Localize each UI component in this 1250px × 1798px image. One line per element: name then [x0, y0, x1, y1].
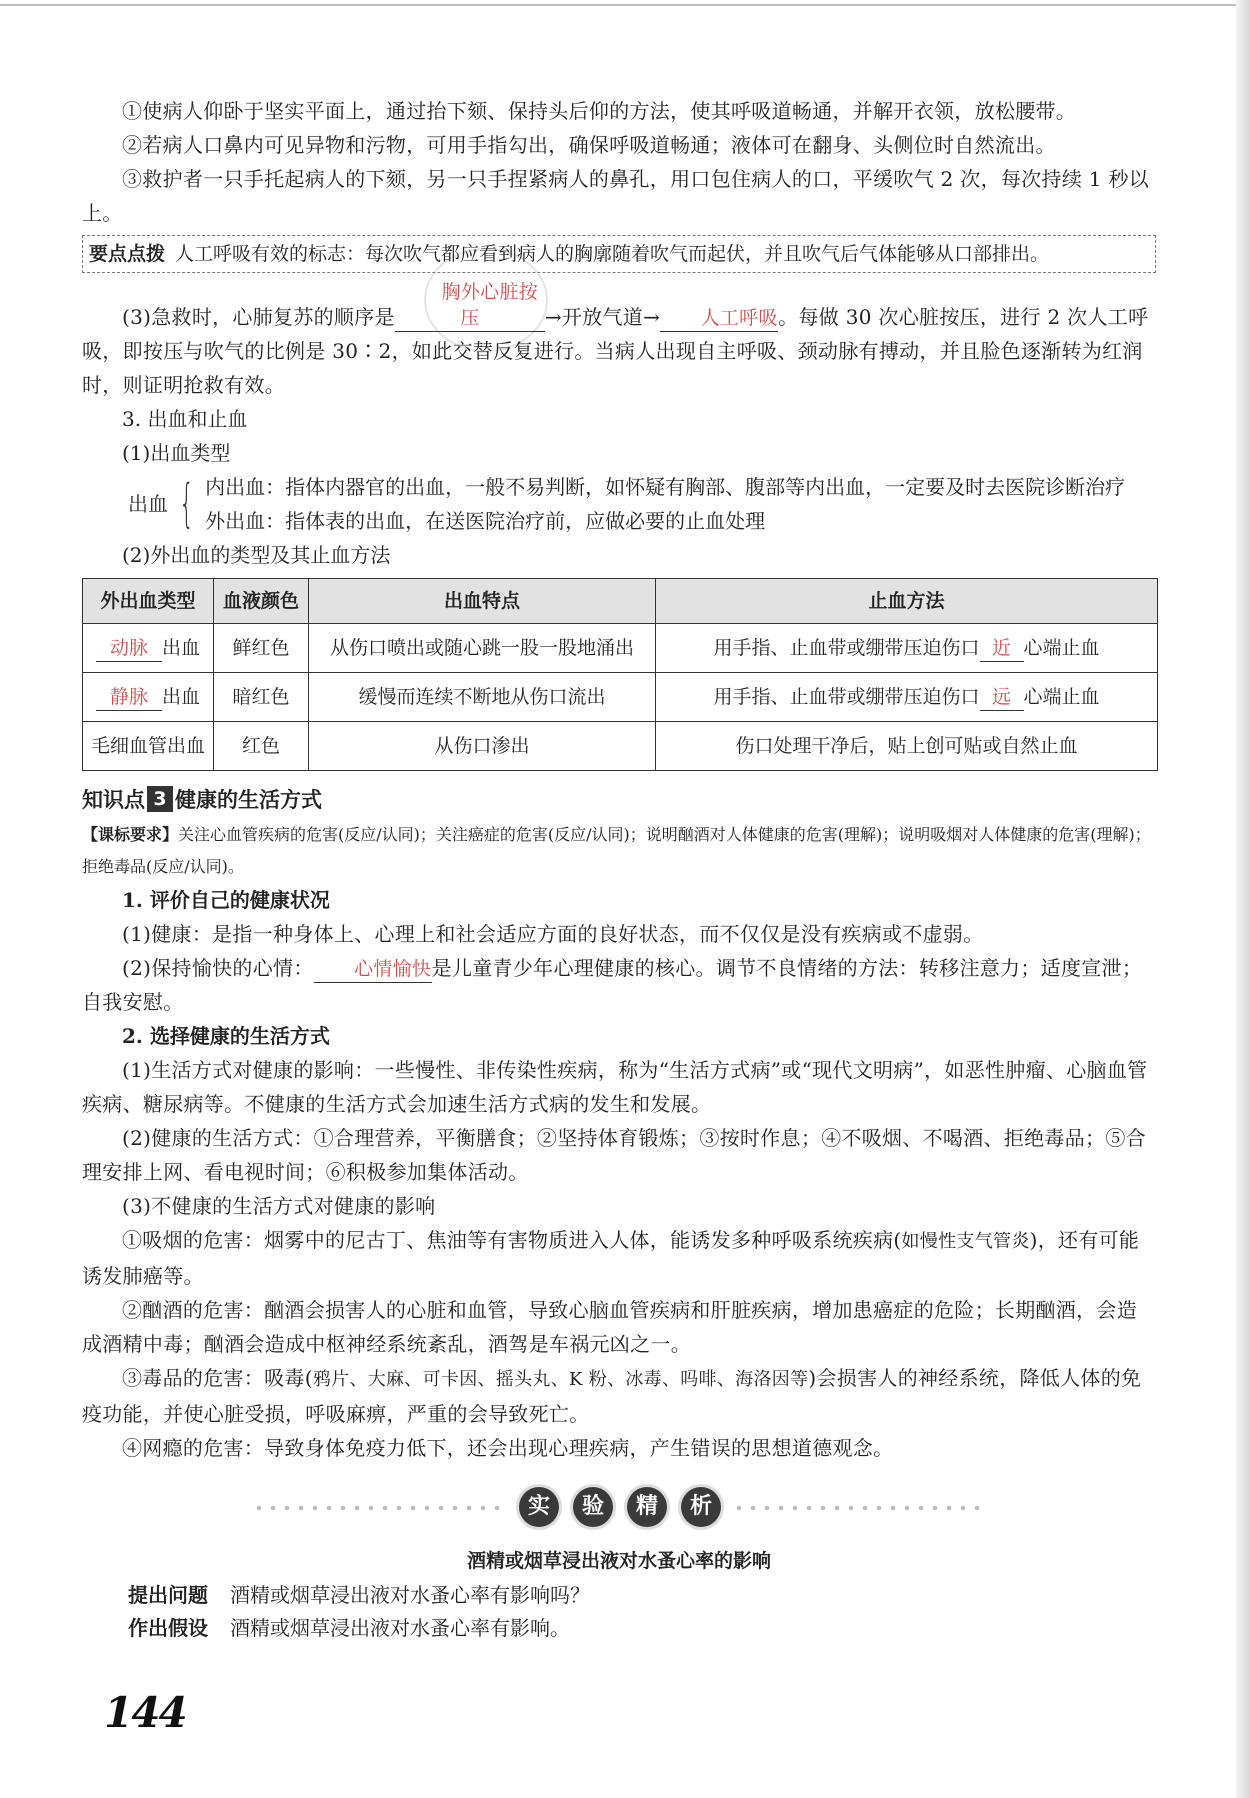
- knowledge-point-name: 健康的生活方式: [175, 788, 322, 812]
- table-row: [83, 722, 1158, 771]
- bleeding-type-blank: 静脉: [96, 684, 162, 711]
- brace-icon: {: [179, 474, 194, 534]
- cpr-prefix: (3)急救时，心肺复苏的顺序是: [122, 305, 395, 329]
- subheading-healthy-lifestyle: 2. 选择健康的生活方式: [122, 1024, 330, 1048]
- bleeding-types: [128, 470, 1156, 538]
- internet-addiction-harm: ④网瘾的危害：导致身体免疫力低下，还会出现心理疾病，产生错误的思想道德观念。: [122, 1436, 894, 1460]
- bleeding-type-cell: [83, 673, 214, 722]
- cpr-blank-2: 人工呼吸: [660, 305, 778, 332]
- unhealthy-lifestyle-heading: (3)不健康的生活方式对健康的影响: [122, 1194, 436, 1218]
- method-post: 心端止血: [1023, 686, 1100, 708]
- external-bleeding: 外出血：指体表的出血，在送医院治疗前，应做必要的止血处理: [205, 509, 766, 533]
- bleeding-table: [82, 578, 1158, 771]
- table-row: [83, 673, 1158, 722]
- bleeding-type-cell: 毛细血管出血: [83, 722, 214, 771]
- method-post: 心端止血: [1023, 637, 1100, 659]
- bleeding-type-cell: [83, 624, 214, 673]
- requirements-text: 关注心血管疾病的危害(反应/认同)；关注癌症的危害(反应/认同)；说明酗酒对人体健康的危害(理解)；说明吸烟对人体健康的危害(理解)；拒绝毒品(反应/认同)。: [82, 825, 1151, 876]
- key-point-label: 要点点拨: [89, 243, 166, 265]
- question-text: 酒精或烟草浸出液对水蚤心率有影响吗？: [230, 1583, 590, 1607]
- dots-right: [732, 1505, 984, 1511]
- hypothesis-text: 酒精或烟草浸出液对水蚤心率有影响。: [230, 1616, 570, 1640]
- drinking-harm: ②酗酒的危害：酗酒会损害人的心脏和血管，导致心脑血管疾病和肝脏疾病，增加患癌症的危险；长期酗酒，会造成酒精中毒；酗酒会造成中枢神经系统紊乱，酒驾是车祸元凶之一。: [82, 1298, 1137, 1356]
- knowledge-point-title: [82, 781, 1156, 819]
- knowledge-point-number: 3: [147, 786, 173, 812]
- method-blank: 近: [980, 635, 1024, 662]
- blood-color-cell: 暗红色: [214, 673, 309, 722]
- bleeding-type-suffix: 出血: [161, 637, 200, 659]
- table-header: 血液颜色: [214, 579, 309, 624]
- experiment-banner: [82, 1473, 1156, 1543]
- top-rule: [0, 4, 1250, 6]
- table-header: 外出血类型: [83, 579, 214, 624]
- method-pre: 用手指、止血带或绷带压迫伤口: [713, 686, 980, 708]
- method-blank: 远: [980, 684, 1024, 711]
- table-header: 出血特点: [309, 579, 656, 624]
- bleeding-type-suffix: 出血: [161, 686, 200, 708]
- bleeding-feature-cell: 从伤口渗出: [309, 722, 656, 771]
- bleeding-feature-cell: 从伤口喷出或随心跳一股一股地涌出: [309, 624, 656, 673]
- table-row: [83, 624, 1158, 673]
- bleeding-feature-cell: 缓慢而连续不断地从伤口流出: [309, 673, 656, 722]
- drug-post: )会损害人的神经系统，降低人体的免疫功能，并使心脏受损，呼吸麻痹，严重的会导致死亡。: [82, 1366, 1142, 1426]
- key-point-box: [82, 235, 1156, 273]
- page-content: [82, 94, 1156, 1645]
- health-definition: (1)健康：是指一种身体上、心理上和社会适应方面的良好状态，而不仅仅是没有疾病或不虚弱。: [122, 922, 984, 946]
- subheading-evaluate-health: 1. 评价自己的健康状况: [122, 888, 330, 912]
- experiment-question: [128, 1579, 1156, 1612]
- banner-char: 精: [627, 1487, 667, 1527]
- method-cell: [656, 624, 1158, 673]
- table-header: 止血方法: [656, 579, 1158, 624]
- banner-char: 验: [573, 1487, 613, 1527]
- bleeding-heading: 3. 出血和止血: [122, 407, 248, 431]
- banner-char: 实: [519, 1487, 559, 1527]
- intro-step-1: ①使病人仰卧于坚实平面上，通过抬下颏、保持头后仰的方法，使其呼吸道畅通，并解开衣领，放松腰带。: [122, 99, 1077, 123]
- curriculum-requirements: [82, 819, 1156, 883]
- lifestyle-impact: (1)生活方式对健康的影响：一些慢性、非传染性疾病，称为“生活方式病”或“现代文明病”，如恶性肿瘤、心脑血管疾病、糖尿病等。不健康的生活方式会加速生活方式病的发生和发展。: [82, 1058, 1148, 1116]
- key-point-text: 人工呼吸有效的标志：每次吹气都应看到病人的胸廓随着吹气而起伏，并且吹气后气体能够从口部排出。: [175, 243, 1050, 265]
- requirements-label: 【课标要求】: [82, 825, 179, 844]
- bleeding-label: 出血: [128, 492, 168, 516]
- method-cell: 伤口处理干净后，贴上创可贴或自然止血: [656, 722, 1158, 771]
- happy-mood-post: 是儿童青少年心理健康的核心。调节不良情绪的方法：转移注意力；适度宣泄；自我安慰。: [82, 956, 1143, 1014]
- banner-bubbles: [519, 1487, 721, 1527]
- dots-left: [252, 1505, 504, 1511]
- page-edge-shadow: [1236, 0, 1250, 1798]
- blood-color-cell: 红色: [214, 722, 309, 771]
- smoking-post: )，还有可能诱发肺癌等。: [82, 1228, 1140, 1288]
- drug-harm: [82, 1361, 1156, 1431]
- table-header-row: [83, 579, 1158, 624]
- smoking-harm: [82, 1223, 1156, 1293]
- blood-color-cell: 鲜红色: [214, 624, 309, 673]
- smoking-example: 如慢性支气管炎: [901, 1231, 1030, 1252]
- hypothesis-label: 作出假设: [128, 1616, 208, 1640]
- cpr-suffix: 。每做 30 次心脏按压，进行 2 次人工呼吸，即按压与吹气的比例是 30∶2，如此交替反复进行。当病人出现自主呼吸、颈动脉有搏动，并且脸色逐渐转为红润时，则证明抢救有效。: [82, 305, 1149, 397]
- cpr-sequence: [82, 279, 1156, 402]
- method-cell: [656, 673, 1158, 722]
- bleeding-types-heading: (1)出血类型: [122, 441, 231, 465]
- bleeding-type-list: [205, 470, 1125, 538]
- experiment-title: 酒精或烟草浸出液对水蚤心率的影响: [466, 1550, 771, 1572]
- method-pre: 用手指、止血带或绷带压迫伤口: [713, 637, 980, 659]
- banner-char: 析: [681, 1487, 721, 1527]
- experiment-hypothesis: [128, 1612, 1156, 1645]
- knowledge-point-prefix: 知识点: [82, 788, 145, 812]
- page-number: 144: [104, 1688, 186, 1737]
- happy-mood: [82, 951, 1156, 1019]
- intro-step-2: ②若病人口鼻内可见异物和污物，可用手指勾出，确保呼吸道畅通；液体可在翻身、头侧位时自然流出。: [122, 133, 1056, 157]
- drug-pre: ③毒品的危害：吸毒(: [122, 1366, 313, 1390]
- intro-step-3: ③救护者一只手托起病人的下颏，另一只手捏紧病人的鼻孔，用口包住病人的口，平缓吹气 2 次，每次持续 1 秒以上。: [82, 167, 1150, 225]
- bleeding-type-blank: 动脉: [96, 635, 162, 662]
- healthy-lifestyle-list: (2)健康的生活方式：①合理营养，平衡膳食；②坚持体育锻炼；③按时作息；④不吸烟、不喝酒、拒绝毒品；⑤合理安排上网、看电视时间；⑥积极参加集体活动。: [82, 1126, 1146, 1184]
- happy-mood-pre: (2)保持愉快的心情：: [122, 956, 314, 980]
- happy-mood-blank: 心情愉快: [314, 956, 432, 983]
- external-bleeding-heading: (2)外出血的类型及其止血方法: [122, 543, 391, 567]
- cpr-mid: →开放气道→: [544, 305, 661, 329]
- smoking-pre: ①吸烟的危害：烟雾中的尼古丁、焦油等有害物质进入人体，能诱发多种呼吸系统疾病(: [122, 1228, 902, 1252]
- cpr-blank-1: 胸外心脏按压: [395, 279, 545, 332]
- drug-examples: 鸦片、大麻、可卡因、摇头丸、K 粉、冰毒、吗啡、海洛因等: [312, 1369, 809, 1390]
- question-label: 提出问题: [128, 1583, 208, 1607]
- internal-bleeding: 内出血：指体内器官的出血，一般不易判断，如怀疑有胸部、腹部等内出血，一定要及时去医院诊断治疗: [205, 475, 1126, 499]
